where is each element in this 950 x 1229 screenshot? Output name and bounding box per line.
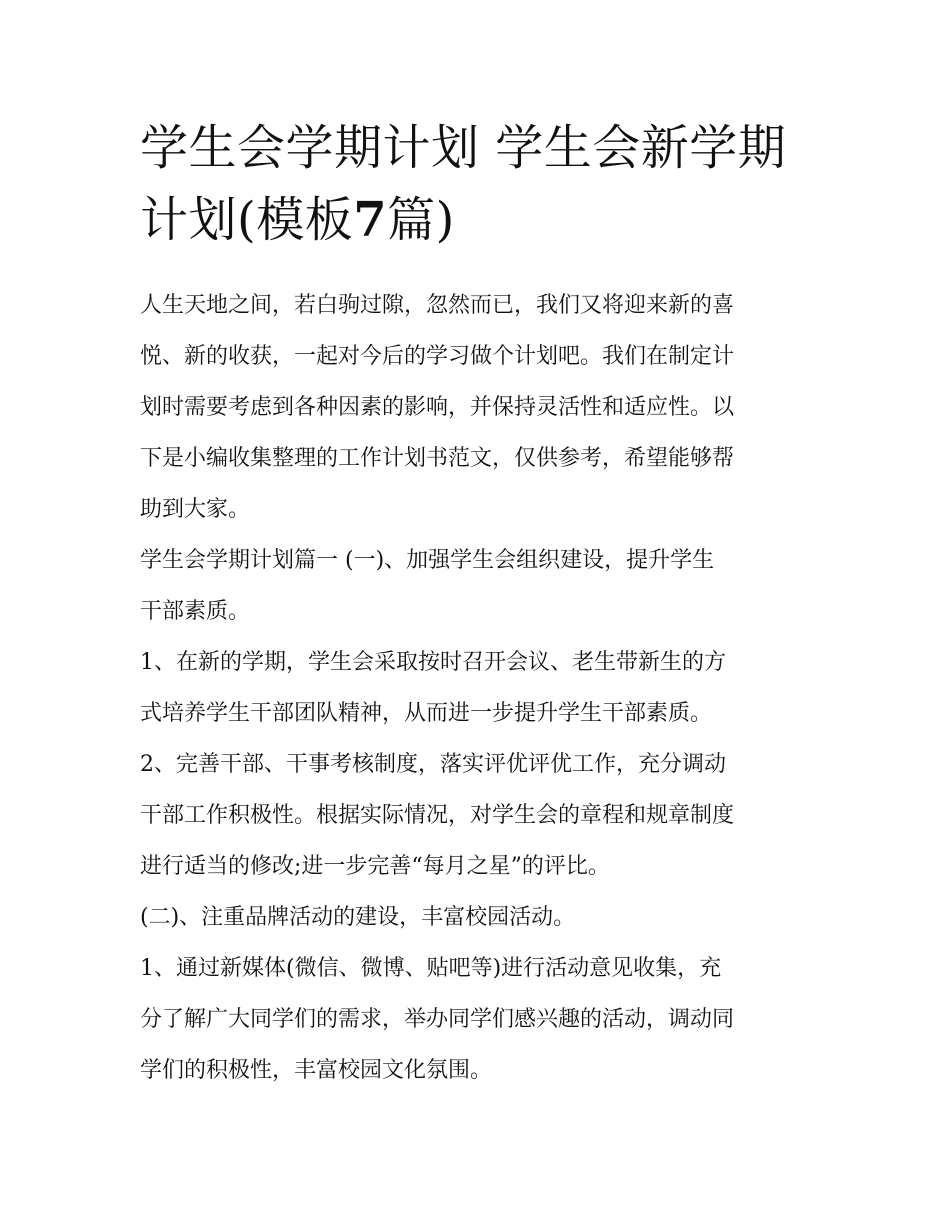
item-2-line: 干部工作积极性。根据实际情况，对学生会的章程和规章制度 [140,803,735,828]
item-3-line: 学们的积极性，丰富校园文化氛围。 [140,1058,493,1083]
item-3-line: 1、通过新媒体(微信、微博、贴吧等)进行活动意见收集，充 [140,956,722,981]
section-1-line: 学生会学期计划篇一 (一)、加强学生会组织建设，提升学生 [140,548,715,573]
intro-line: 划时需要考虑到各种因素的影响，并保持灵活性和适应性。以 [140,395,735,420]
item-1-paragraph [140,637,820,739]
item-2-line: 2、完善干部、干事考核制度，落实评优评优工作，充分调动 [140,752,726,777]
item-2-line: 进行适当的修改;进一步完善“每月之星”的评比。 [140,854,610,879]
section-2-heading [140,892,820,943]
document-title [140,112,820,256]
intro-paragraph [140,280,820,535]
intro-line: 助到大家。 [140,497,251,522]
document-page [140,112,820,1096]
intro-line: 悦、新的收获，一起对今后的学习做个计划吧。我们在制定计 [140,344,735,369]
intro-line: 人生天地之间，若白驹过隙，忽然而已，我们又将迎来新的喜 [140,293,735,318]
title-line-2-prefix: 计划(模板 [140,192,354,248]
item-2-paragraph [140,739,820,892]
intro-line: 下是小编收集整理的工作计划书范文，仅供参考，希望能够帮 [140,446,735,471]
section-2-line: (二)、注重品牌活动的建设，丰富校园活动。 [140,905,576,930]
item-1-line: 式培养学生干部团队精神，从而进一步提升学生干部素质。 [140,701,713,726]
title-line-1: 学生会学期计划 学生会新学期 [140,120,787,176]
item-1-line: 1、在新的学期，学生会采取按时召开会议、老生带新生的方 [140,650,726,675]
item-3-line: 分了解广大同学们的需求，举办同学们感兴趣的活动，调动同 [140,1007,735,1032]
section-1-line: 干部素质。 [140,599,251,624]
document-body [140,280,820,1096]
title-line-2 [140,184,820,256]
section-1-heading [140,535,820,637]
item-3-paragraph [140,943,820,1096]
title-line-2-suffix: 篇) [387,192,455,248]
title-line-2-number: 7 [353,192,388,248]
